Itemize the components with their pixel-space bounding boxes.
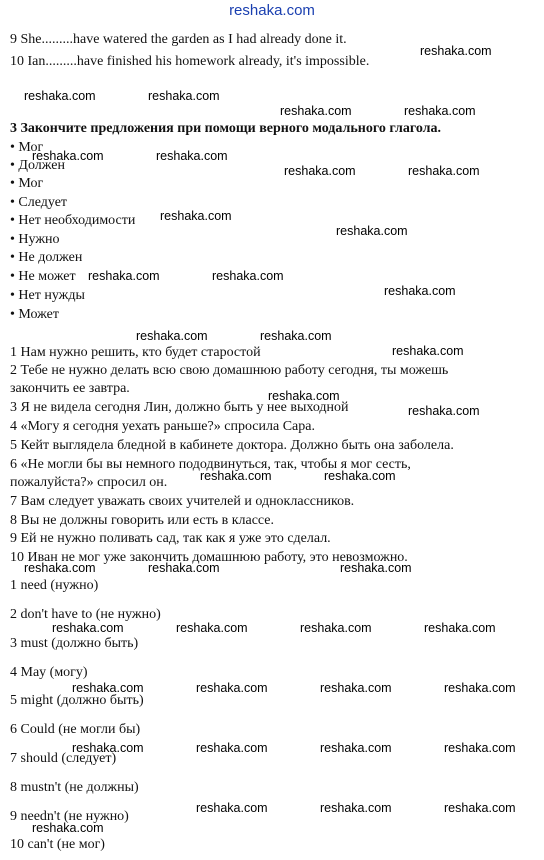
sentence-line: 1 Нам нужно решить, кто будет старостой <box>10 345 261 360</box>
watermark: reshaka.com <box>420 44 492 58</box>
answer-line: 5 might (должно быть) <box>10 693 144 708</box>
watermark: reshaka.com <box>320 801 392 815</box>
watermark: reshaka.com <box>148 561 220 575</box>
sentence-line: 2 Тебе не нужно делать всю свою домашнюю работу сегодня, ты можешь <box>10 363 449 378</box>
sentence-line: 5 Кейт выглядела бледной в кабинете доктора. Должно быть она заболела. <box>10 438 454 453</box>
sentence-line: 8 Вы не должны говорить или есть в классе. <box>10 513 275 528</box>
watermark: reshaka.com <box>160 209 232 223</box>
bullet-item: • Мог <box>10 176 44 191</box>
exercise-line: 10 Ian.........have finished his homework already, it's impossible. <box>10 54 370 69</box>
watermark: reshaka.com <box>196 801 268 815</box>
sentence-line: 3 Я не видела сегодня Лин, должно быть у нее выходной <box>10 400 349 415</box>
watermark: reshaka.com <box>200 469 272 483</box>
watermark: reshaka.com <box>336 224 408 238</box>
sentence-line: 7 Вам следует уважать своих учителей и одноклассников. <box>10 494 355 509</box>
bullet-item: • Не должен <box>10 250 83 265</box>
exercise-line: 9 She.........have watered the garden as I had already done it. <box>10 32 347 47</box>
bullet-item: • Нужно <box>10 232 60 247</box>
watermark: reshaka.com <box>340 561 412 575</box>
watermark: reshaka.com <box>384 284 456 298</box>
watermark: reshaka.com <box>72 741 144 755</box>
bullet-item: • Может <box>10 307 59 322</box>
answer-line: 3 must (должно быть) <box>10 636 139 651</box>
watermark: reshaka.com <box>88 269 160 283</box>
answer-line: 4 May (могу) <box>10 665 88 680</box>
watermark: reshaka.com <box>32 149 104 163</box>
watermark: reshaka.com <box>148 89 220 103</box>
sentence-line: закончить ее завтра. <box>10 381 130 396</box>
watermark: reshaka.com <box>392 344 464 358</box>
bullet-item: • Мог <box>10 140 44 155</box>
watermark: reshaka.com <box>52 621 124 635</box>
bullet-item: • Следует <box>10 195 68 210</box>
watermark: reshaka.com <box>424 621 496 635</box>
answer-line: 7 should (следует) <box>10 751 117 766</box>
bullet-item: • Должен <box>10 158 65 173</box>
watermark: reshaka.com <box>32 821 104 835</box>
watermark: reshaka.com <box>176 621 248 635</box>
watermark: reshaka.com <box>156 149 228 163</box>
watermark: reshaka.com <box>284 164 356 178</box>
answer-line: 10 can't (не мог) <box>10 837 105 852</box>
watermark: reshaka.com <box>320 681 392 695</box>
watermark: reshaka.com <box>404 104 476 118</box>
watermark: reshaka.com <box>72 681 144 695</box>
answer-line: 1 need (нужно) <box>10 578 99 593</box>
bullet-item: • Нет нужды <box>10 288 85 303</box>
sentence-line: 6 «Не могли бы вы немного пододвинуться, так, чтобы я мог сесть, <box>10 457 411 472</box>
watermark: reshaka.com <box>196 741 268 755</box>
watermark: reshaka.com <box>268 389 340 403</box>
sentence-line: 4 «Могу я сегодня уехать раньше?» спросила Сара. <box>10 419 315 434</box>
watermark: reshaka.com <box>24 561 96 575</box>
answer-line: 6 Could (не могли бы) <box>10 722 141 737</box>
answer-line: 9 needn't (не нужно) <box>10 809 129 824</box>
watermark: reshaka.com <box>136 329 208 343</box>
exercise-heading: 3 Закончите предложения при помощи верного модального глагола. <box>10 121 442 136</box>
watermark: reshaka.com <box>324 469 396 483</box>
watermark: reshaka.com <box>300 621 372 635</box>
sentence-line: пожалуйста?» спросил он. <box>10 475 168 490</box>
watermark: reshaka.com <box>212 269 284 283</box>
watermark: reshaka.com <box>196 681 268 695</box>
sentence-line: 10 Иван не мог уже закончить домашнюю работу, это невозможно. <box>10 550 408 565</box>
watermark: reshaka.com <box>320 741 392 755</box>
watermark: reshaka.com <box>260 329 332 343</box>
site-header[interactable]: reshaka.com <box>229 2 315 19</box>
watermark: reshaka.com <box>408 404 480 418</box>
answer-line: 8 mustn't (не должны) <box>10 780 139 795</box>
watermark: reshaka.com <box>444 801 516 815</box>
bullet-item: • Нет необходимости <box>10 213 136 228</box>
answer-line: 2 don't have to (не нужно) <box>10 607 161 622</box>
watermark: reshaka.com <box>408 164 480 178</box>
watermark: reshaka.com <box>444 681 516 695</box>
sentence-line: 9 Ей не нужно поливать сад, так как я уже это сделал. <box>10 531 331 546</box>
bullet-item: • Не может <box>10 269 76 284</box>
watermark: reshaka.com <box>444 741 516 755</box>
watermark: reshaka.com <box>24 89 96 103</box>
watermark: reshaka.com <box>280 104 352 118</box>
